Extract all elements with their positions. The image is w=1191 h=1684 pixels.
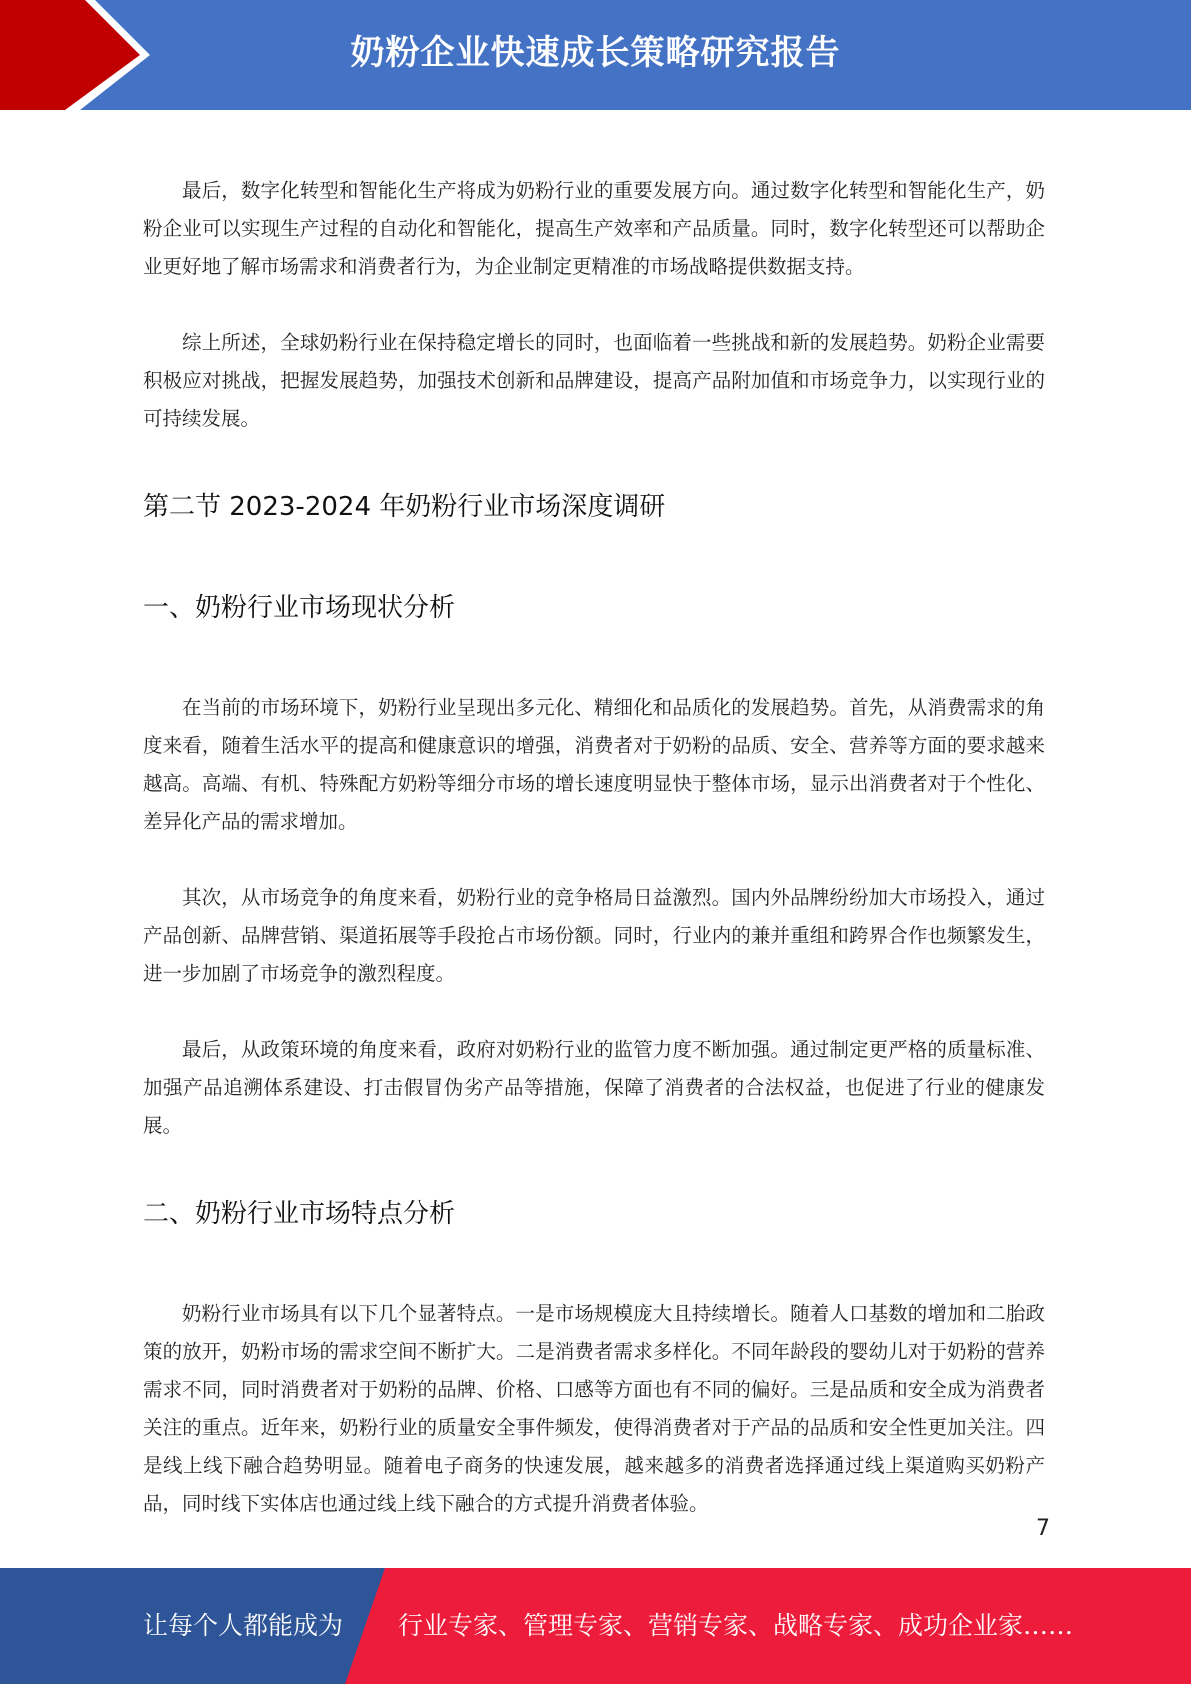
page-footer	[0, 1568, 1191, 1684]
paragraph-policy-environment: 最后，从政策环境的角度来看，政府对奶粉行业的监管力度不断加强。通过制定更严格的质量标准、加强产品追溯体系建设、打击假冒伪劣产品等措施，保障了消费者的合法权益，也促进了行业的健康发展。	[143, 1038, 1045, 1137]
page-number: 7	[1036, 1516, 1050, 1541]
header-red-chevron-decoration	[0, 0, 140, 110]
paragraph-market-status: 在当前的市场环境下，奶粉行业呈现出多元化、精细化和品质化的发展趋势。首先，从消费需求的角度来看，随着生活水平的提高和健康意识的增强，消费者对于奶粉的品质、安全、营养等方面的要求越来越高。高端、有机、特殊配方奶粉等细分市场的增长速度明显快于整体市场，显示出消费者对于个性化、差异化产品的需求增加。	[143, 696, 1045, 833]
page-header	[0, 0, 1191, 110]
subsection-title-features: 二、奶粉行业市场特点分析	[143, 1199, 456, 1229]
paragraph-market-competition: 其次，从市场竞争的角度来看，奶粉行业的竞争格局日益激烈。国内外品牌纷纷加大市场投入，通过产品创新、品牌营销、渠道拓展等手段抢占市场份额。同时，行业内的兼并重组和跨界合作也频繁发生，进一步加剧了市场竞争的激烈程度。	[143, 886, 1045, 985]
page-content	[143, 172, 1045, 1523]
paragraph-market-features: 奶粉行业市场具有以下几个显著特点。一是市场规模庞大且持续增长。随着人口基数的增加和二胎政策的放开，奶粉市场的需求空间不断扩大。二是消费者需求多样化。不同年龄段的婴幼儿对于奶粉的营养需求不同，同时消费者对于奶粉的品牌、价格、口感等方面也有不同的偏好。三是品质和安全成为消费者关注的重点。近年来，奶粉行业的质量安全事件频发，使得消费者对于产品的品质和安全性更加关注。四是线上线下融合趋势明显。随着电子商务的快速发展，越来越多的消费者选择通过线上渠道购买奶粉产品，同时线下实体店也通过线上线下融合的方式提升消费者体验。	[143, 1302, 1045, 1515]
report-title: 奶粉企业快速成长策略研究报告	[350, 33, 841, 73]
footer-slogan-right: 行业专家、管理专家、营销专家、战略专家、成功企业家……	[398, 1611, 1074, 1640]
subsection-title-status: 一、奶粉行业市场现状分析	[143, 593, 456, 623]
paragraph-summary: 综上所述，全球奶粉行业在保持稳定增长的同时，也面临着一些挑战和新的发展趋势。奶粉企业需要积极应对挑战，把握发展趋势，加强技术创新和品牌建设，提高产品附加值和市场竞争力，以实现行业的可持续发展。	[143, 331, 1045, 430]
section-title: 第二节 2023-2024 年奶粉行业市场深度调研	[143, 492, 666, 522]
paragraph-digital-transformation: 最后，数字化转型和智能化生产将成为奶粉行业的重要发展方向。通过数字化转型和智能化生产，奶粉企业可以实现生产过程的自动化和智能化，提高生产效率和产品质量。同时，数字化转型还可以帮助企业更好地了解市场需求和消费者行为，为企业制定更精准的市场战略提供数据支持。	[143, 179, 1045, 278]
footer-slogan-left: 让每个人都能成为	[143, 1611, 344, 1640]
